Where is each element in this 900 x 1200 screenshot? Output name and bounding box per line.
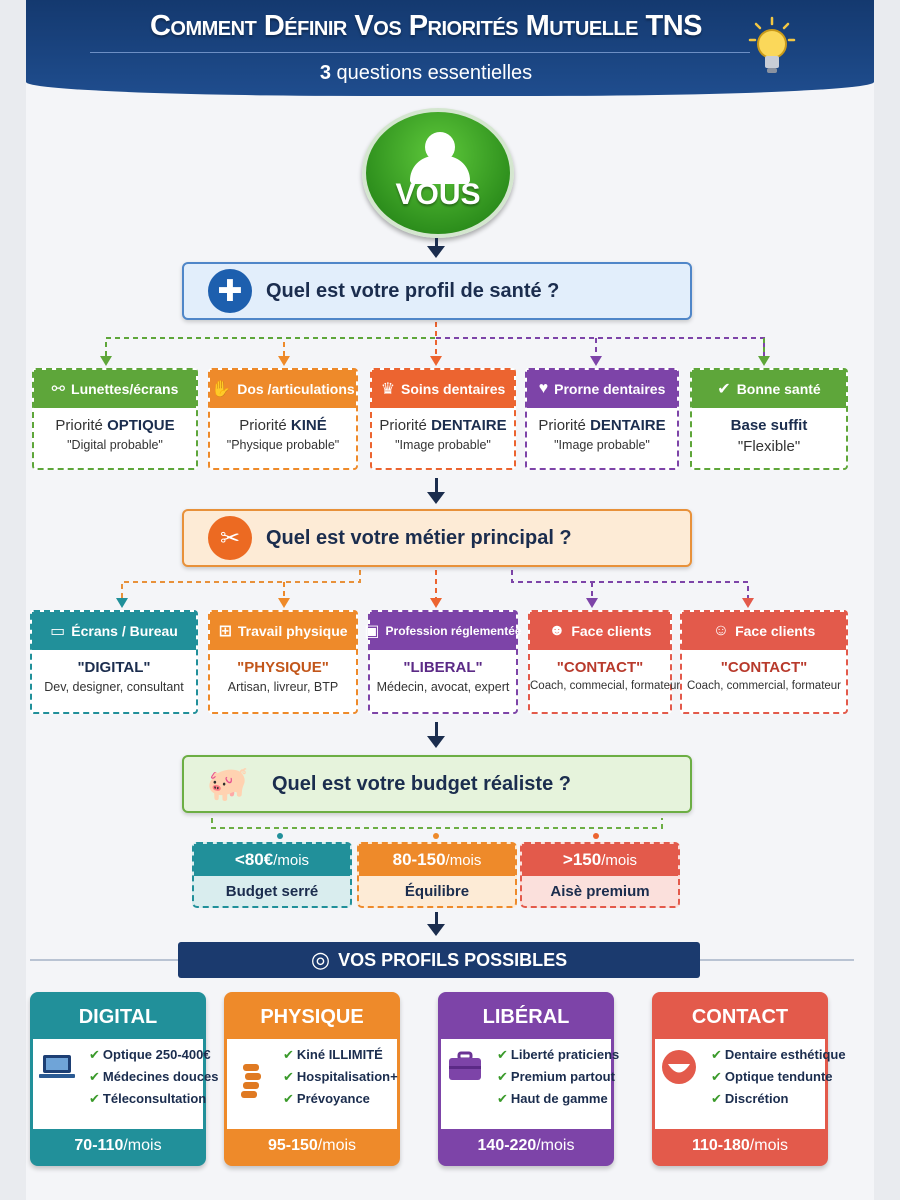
tools-icon: ✂ [208, 516, 252, 560]
profile-name: PHYSIQUE [227, 995, 397, 1039]
option-note: Artisan, livreur, BTP [227, 680, 339, 694]
budget-label: Équilibre [404, 883, 470, 900]
down-arrow-icon [427, 246, 445, 258]
piggy-bank-icon: 🐖 [206, 765, 250, 803]
profile-feature: ✔ Kiné ILLIMITÉ [283, 1047, 383, 1062]
profile-feature: ✔ Téleconsultation [89, 1091, 207, 1106]
option-key: "CONTACT" [720, 659, 808, 676]
option-key: "DIGITAL" [77, 659, 151, 676]
profile-name: DIGITAL [33, 995, 203, 1039]
profile-feature: ✔ Optique 250-400€ [89, 1047, 211, 1062]
option-face-clients[interactable] [528, 610, 681, 714]
arrow-stem [435, 478, 438, 492]
lightbulb-icon [748, 16, 796, 80]
option-note: Dev, designer, consultant [44, 680, 184, 694]
question-budget [182, 755, 692, 813]
option-title: Face clients [571, 623, 652, 639]
option-note: "Digital probable" [67, 438, 163, 452]
profile-price: 70-110 /mois [33, 1129, 203, 1163]
laptop-icon: ▭ [50, 623, 66, 640]
down-arrow-icon [427, 736, 445, 748]
vous-avatar [362, 108, 514, 238]
question-text: Quel est votre budget réaliste ? [272, 772, 571, 795]
profile-feature: ✔ Haut de gamme [497, 1091, 608, 1106]
joint-icon: ✋ [211, 381, 232, 398]
budget-amount: 80-150 /mois [359, 844, 515, 876]
option-note: "Image probable" [395, 438, 491, 452]
glasses-icon: ⚯ [51, 381, 66, 398]
option-prorne-dentaires[interactable] [525, 368, 679, 470]
option-title: Travail physique [237, 623, 348, 639]
profile-price: 95-150 /mois [227, 1129, 397, 1163]
subtitle-number: 3 [319, 62, 331, 84]
question-metier [182, 509, 692, 567]
down-arrow-icon [427, 924, 445, 936]
option-note: Médecin, avocat, expert [376, 680, 510, 694]
option-priority: Priorité OPTIQUE [55, 417, 175, 434]
option-priority: Priorité KINÉ [239, 417, 327, 434]
option-title: Prorne dentaires [554, 381, 666, 397]
option-title: Bonne santé [736, 381, 821, 397]
question-health-profile [182, 262, 692, 320]
subtitle-text: questions essentielles [330, 62, 533, 84]
target-icon: ◎ [310, 947, 331, 972]
medical-cross-icon: ✚ [208, 269, 252, 313]
option-bonne-sante[interactable] [690, 368, 848, 470]
profile-feature: ✔ Premium partout [497, 1069, 615, 1084]
option-priority: Priorité DENTAIRE [379, 417, 507, 434]
profile-price: 140-220 /mois [441, 1129, 611, 1163]
option-key: "PHYSIQUE" [237, 659, 329, 676]
option-face-clients-2[interactable] [680, 610, 848, 714]
option-note: Coach, commecial, formateur [530, 680, 681, 692]
profile-card-liberal[interactable] [438, 992, 620, 1166]
option-travail-physique[interactable] [208, 610, 358, 714]
option-dos-articulations[interactable] [208, 368, 358, 470]
option-priority: Priorité DENTAIRE [538, 417, 666, 434]
budget-amount: >150 /mois [522, 844, 678, 876]
profile-price: 110-180 /mois [655, 1129, 825, 1163]
profiles-banner [178, 942, 700, 978]
option-key: "CONTACT" [556, 659, 644, 676]
option-note: "Physique probable" [226, 438, 340, 452]
profile-card-physique[interactable] [224, 992, 400, 1166]
profile-feature: ✔ Discrétion [711, 1091, 789, 1106]
smile-icon: ☺ [712, 622, 730, 639]
profile-name: CONTACT [655, 995, 825, 1039]
arrow-stem [435, 722, 438, 736]
option-title: Profession réglementée [385, 624, 522, 638]
option-priority: Base suffit [730, 417, 808, 434]
option-note: "Flexible" [737, 438, 801, 455]
page-subtitle [26, 62, 826, 85]
profile-feature: ✔ Liberté praticiens [497, 1047, 620, 1062]
question-text: Quel est votre profil de santé ? [266, 279, 560, 302]
option-note: Coach, commercial, formateur [686, 680, 842, 692]
arrow-stem [435, 912, 438, 924]
option-title: Face clients [735, 623, 816, 639]
option-note: "Image probable" [554, 438, 650, 452]
budget-option-high[interactable] [520, 842, 680, 908]
option-title: Dos /articulations [237, 381, 355, 397]
option-ecrans-bureau[interactable] [30, 610, 198, 714]
option-soins-dentaires[interactable] [370, 368, 516, 470]
page-title: Comment Définir Vos Priorités Mutuelle TNS [149, 10, 702, 42]
heart-icon: ♥ [538, 380, 549, 397]
vous-label: VOUS [395, 178, 481, 211]
budget-option-low[interactable] [192, 842, 352, 908]
profile-card-digital[interactable] [30, 992, 219, 1166]
budget-amount: <80€ /mois [194, 844, 350, 876]
banner-divider [30, 959, 178, 961]
option-key: "LIBERAL" [403, 659, 483, 676]
budget-label: Aisè premium [550, 883, 650, 900]
people-icon: ☻ [548, 622, 566, 639]
tooth-icon: ♛ [380, 381, 396, 398]
header-divider [90, 52, 750, 53]
profile-feature: ✔ Hospitalisation+ [283, 1069, 398, 1084]
banner-divider [700, 959, 854, 961]
profile-feature: ✔ Prévoyance [283, 1091, 370, 1106]
question-text: Quel est votre métier principal ? [266, 526, 572, 549]
budget-label: Budget serré [225, 883, 319, 900]
profile-card-contact[interactable] [652, 992, 846, 1166]
profile-feature: ✔ Dentaire esthétique [711, 1047, 846, 1062]
option-lunettes-ecrans[interactable] [32, 368, 198, 470]
budget-option-mid[interactable] [357, 842, 517, 908]
profile-feature: ✔ Médecines douces [89, 1069, 219, 1084]
check-circle-icon: ✔ [717, 381, 731, 398]
briefcase-icon: ▣ [364, 623, 380, 640]
toolbox-icon: ⊞ [218, 623, 232, 640]
option-profession-reglementee[interactable] [364, 610, 522, 714]
option-title: Lunettes/écrans [71, 381, 179, 397]
profile-feature: ✔ Optique tendunte [711, 1069, 833, 1084]
banner-label: VOS PROFILS POSSIBLES [338, 949, 568, 970]
option-title: Écrans / Bureau [71, 623, 178, 639]
profile-name: LIBÉRAL [441, 995, 611, 1039]
down-arrow-icon [427, 492, 445, 504]
option-title: Soins dentaires [401, 381, 506, 397]
